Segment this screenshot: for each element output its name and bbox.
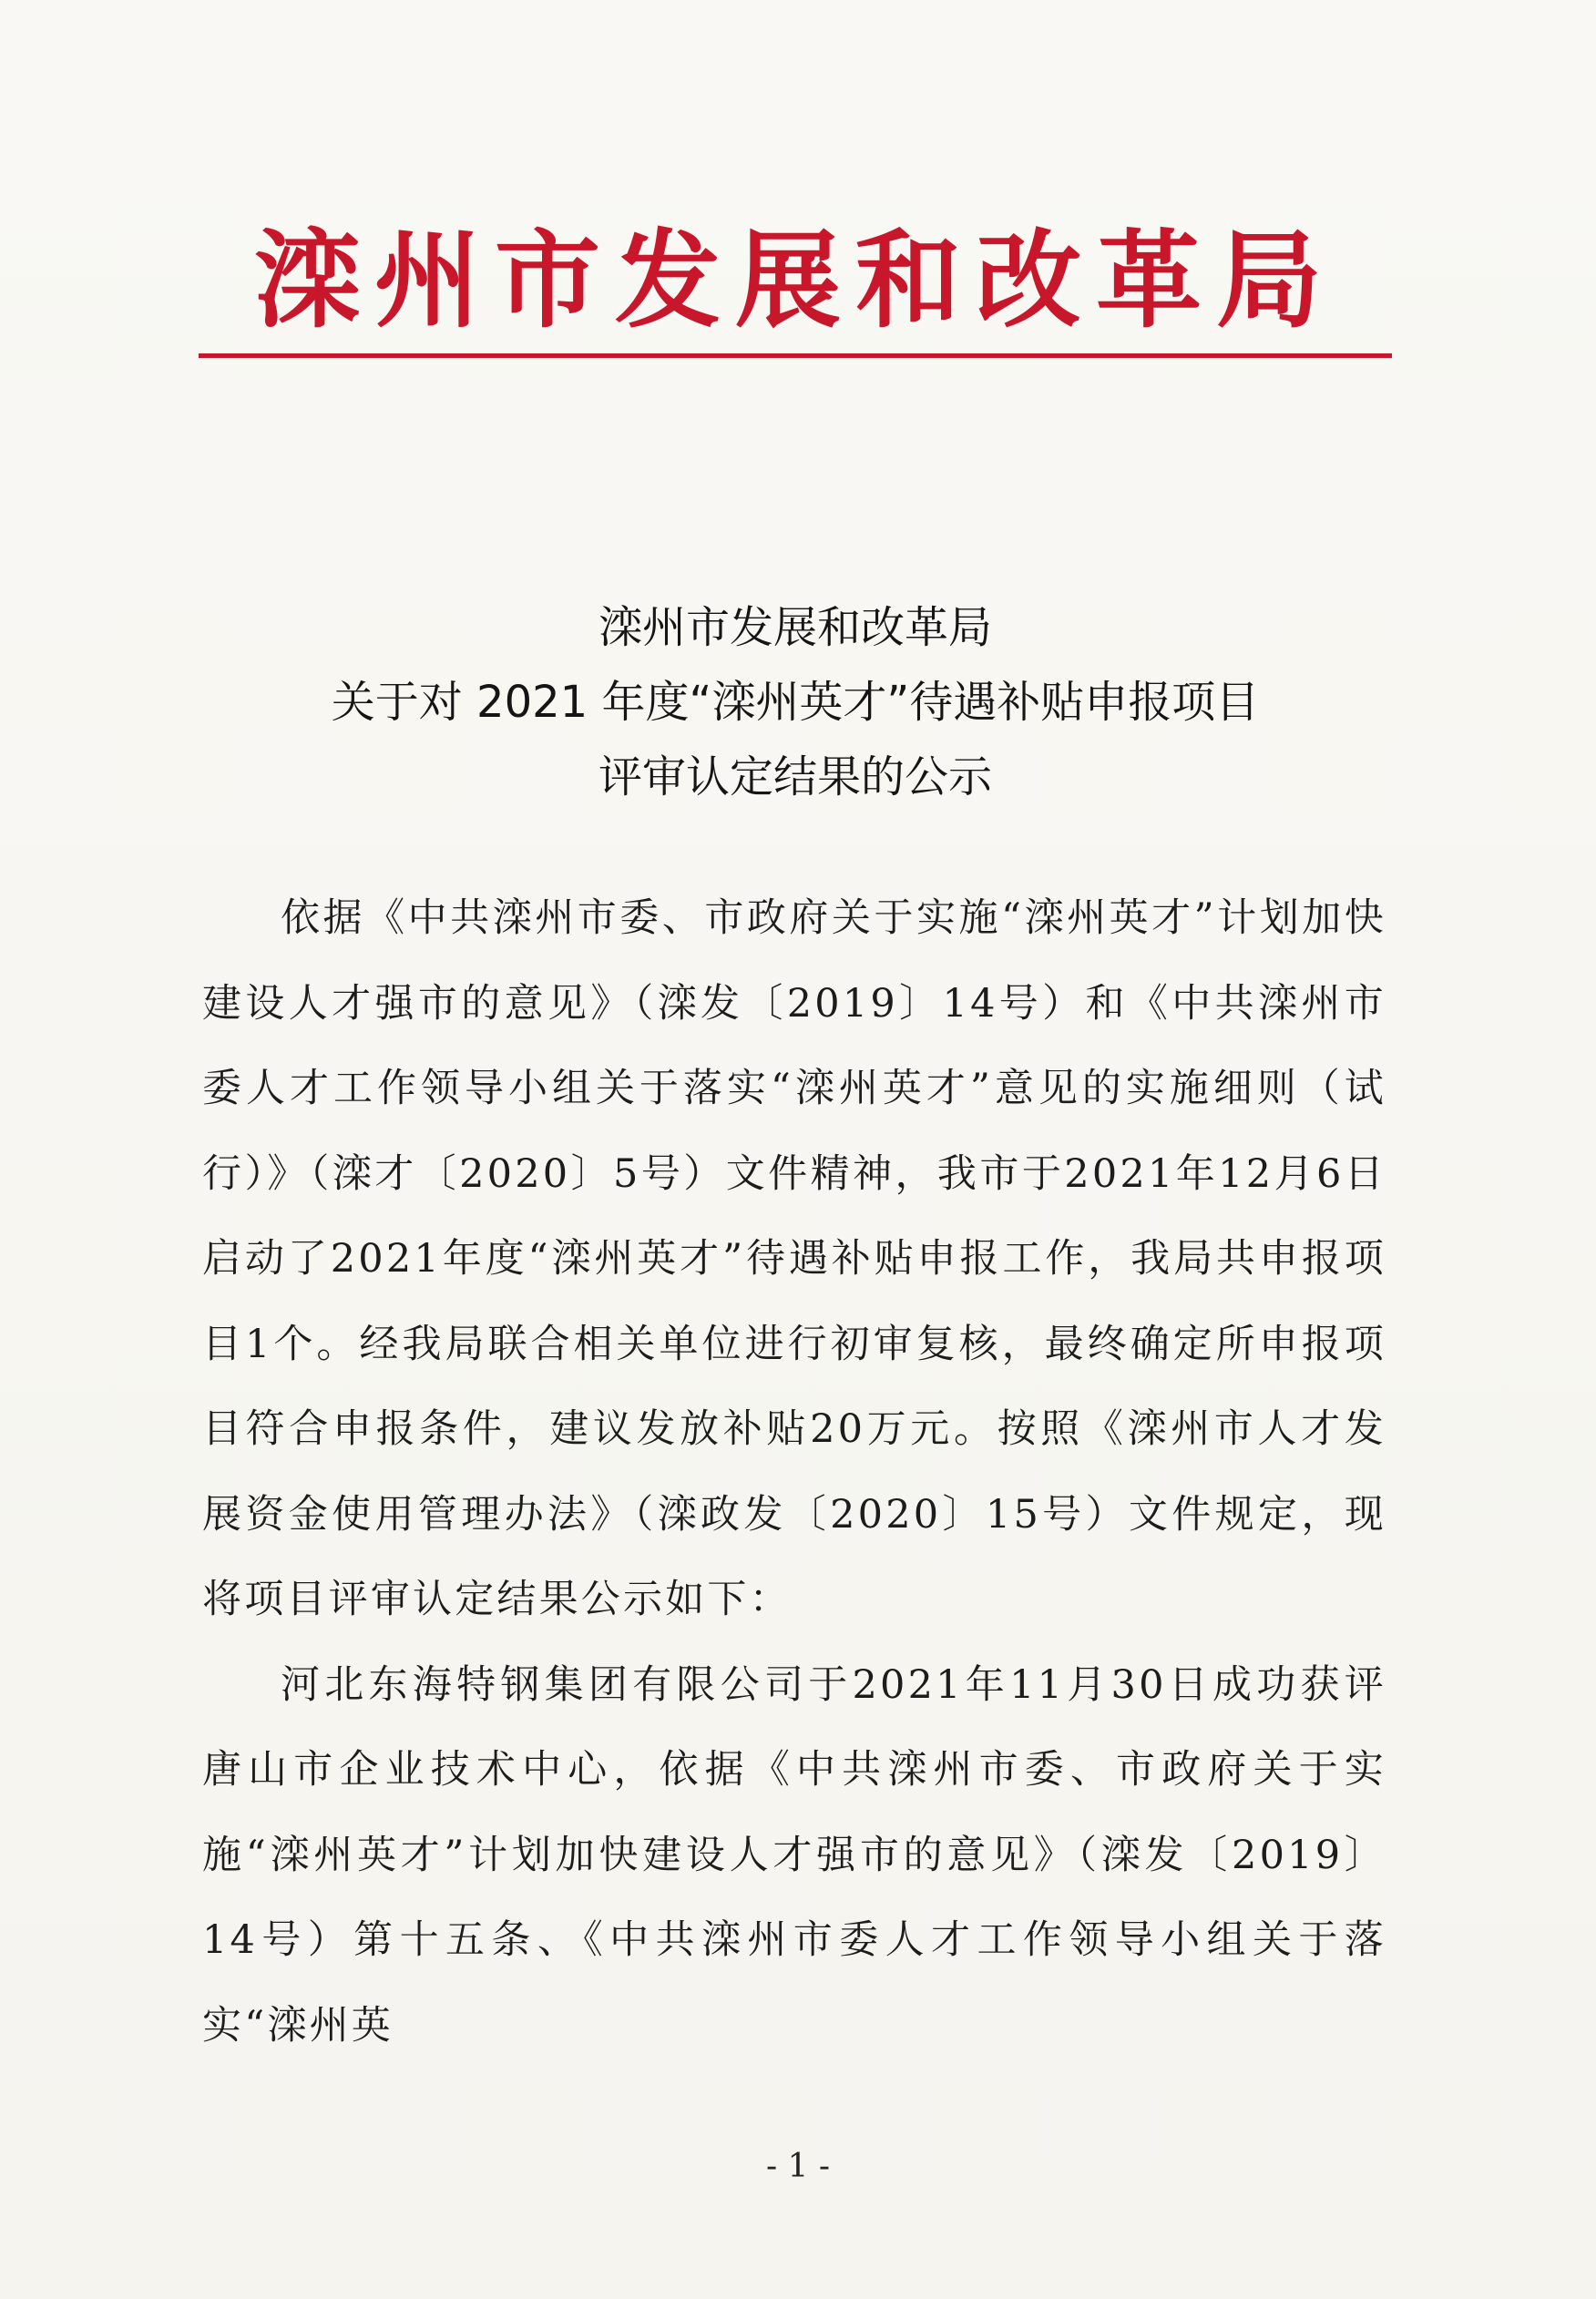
title-line-2: 关于对 2021 年度“滦州英才”待遇补贴申报项目 [331, 677, 1260, 728]
letterhead-org-name: 滦州市发展和改革局 [254, 219, 1336, 342]
title-line-1: 滦州市发展和改革局 [598, 602, 992, 653]
body-paragraph-1: 依据《中共滦州市委、市政府关于实施“滦州英才”计划加快建设人才强市的意见》（滦发〔2019〕14号）和《中共滦州市委人才工作领导小组关于落实“滦州英才”意见的实施细则（试行）》（滦才〔2020〕5号）文件精神，我市于2021年12月6日启动了2021年度“滦州英才”待遇补贴申报工作，我局共申报项目1个。经我局联合相关单位进行初审复核，最终确定所申报项目符合申报条件，建议发放补贴20万元。按照《滦州市人才发展资金使用管理办法》（滦政发〔2020〕15号）文件规定，现将项目评审认定结果公示如下： [202, 895, 1386, 1622]
title-line-3: 评审认定结果的公示 [598, 751, 992, 802]
document-title [199, 590, 1392, 814]
letterhead-red-rule [199, 353, 1392, 358]
page-number: - 1 - [765, 2148, 831, 2185]
body-paragraph-2: 河北东海特钢集团有限公司于2021年11月30日成功获评唐山市企业技术中心，依据《中共滦州市委、市政府关于实施“滦州英才”计划加快建设人才强市的意见》（滦发〔2019〕14号）第十五条、《中共滦州市委人才工作领导小组关于落实“滦州英 [202, 1661, 1386, 2049]
document-body [202, 876, 1386, 2069]
